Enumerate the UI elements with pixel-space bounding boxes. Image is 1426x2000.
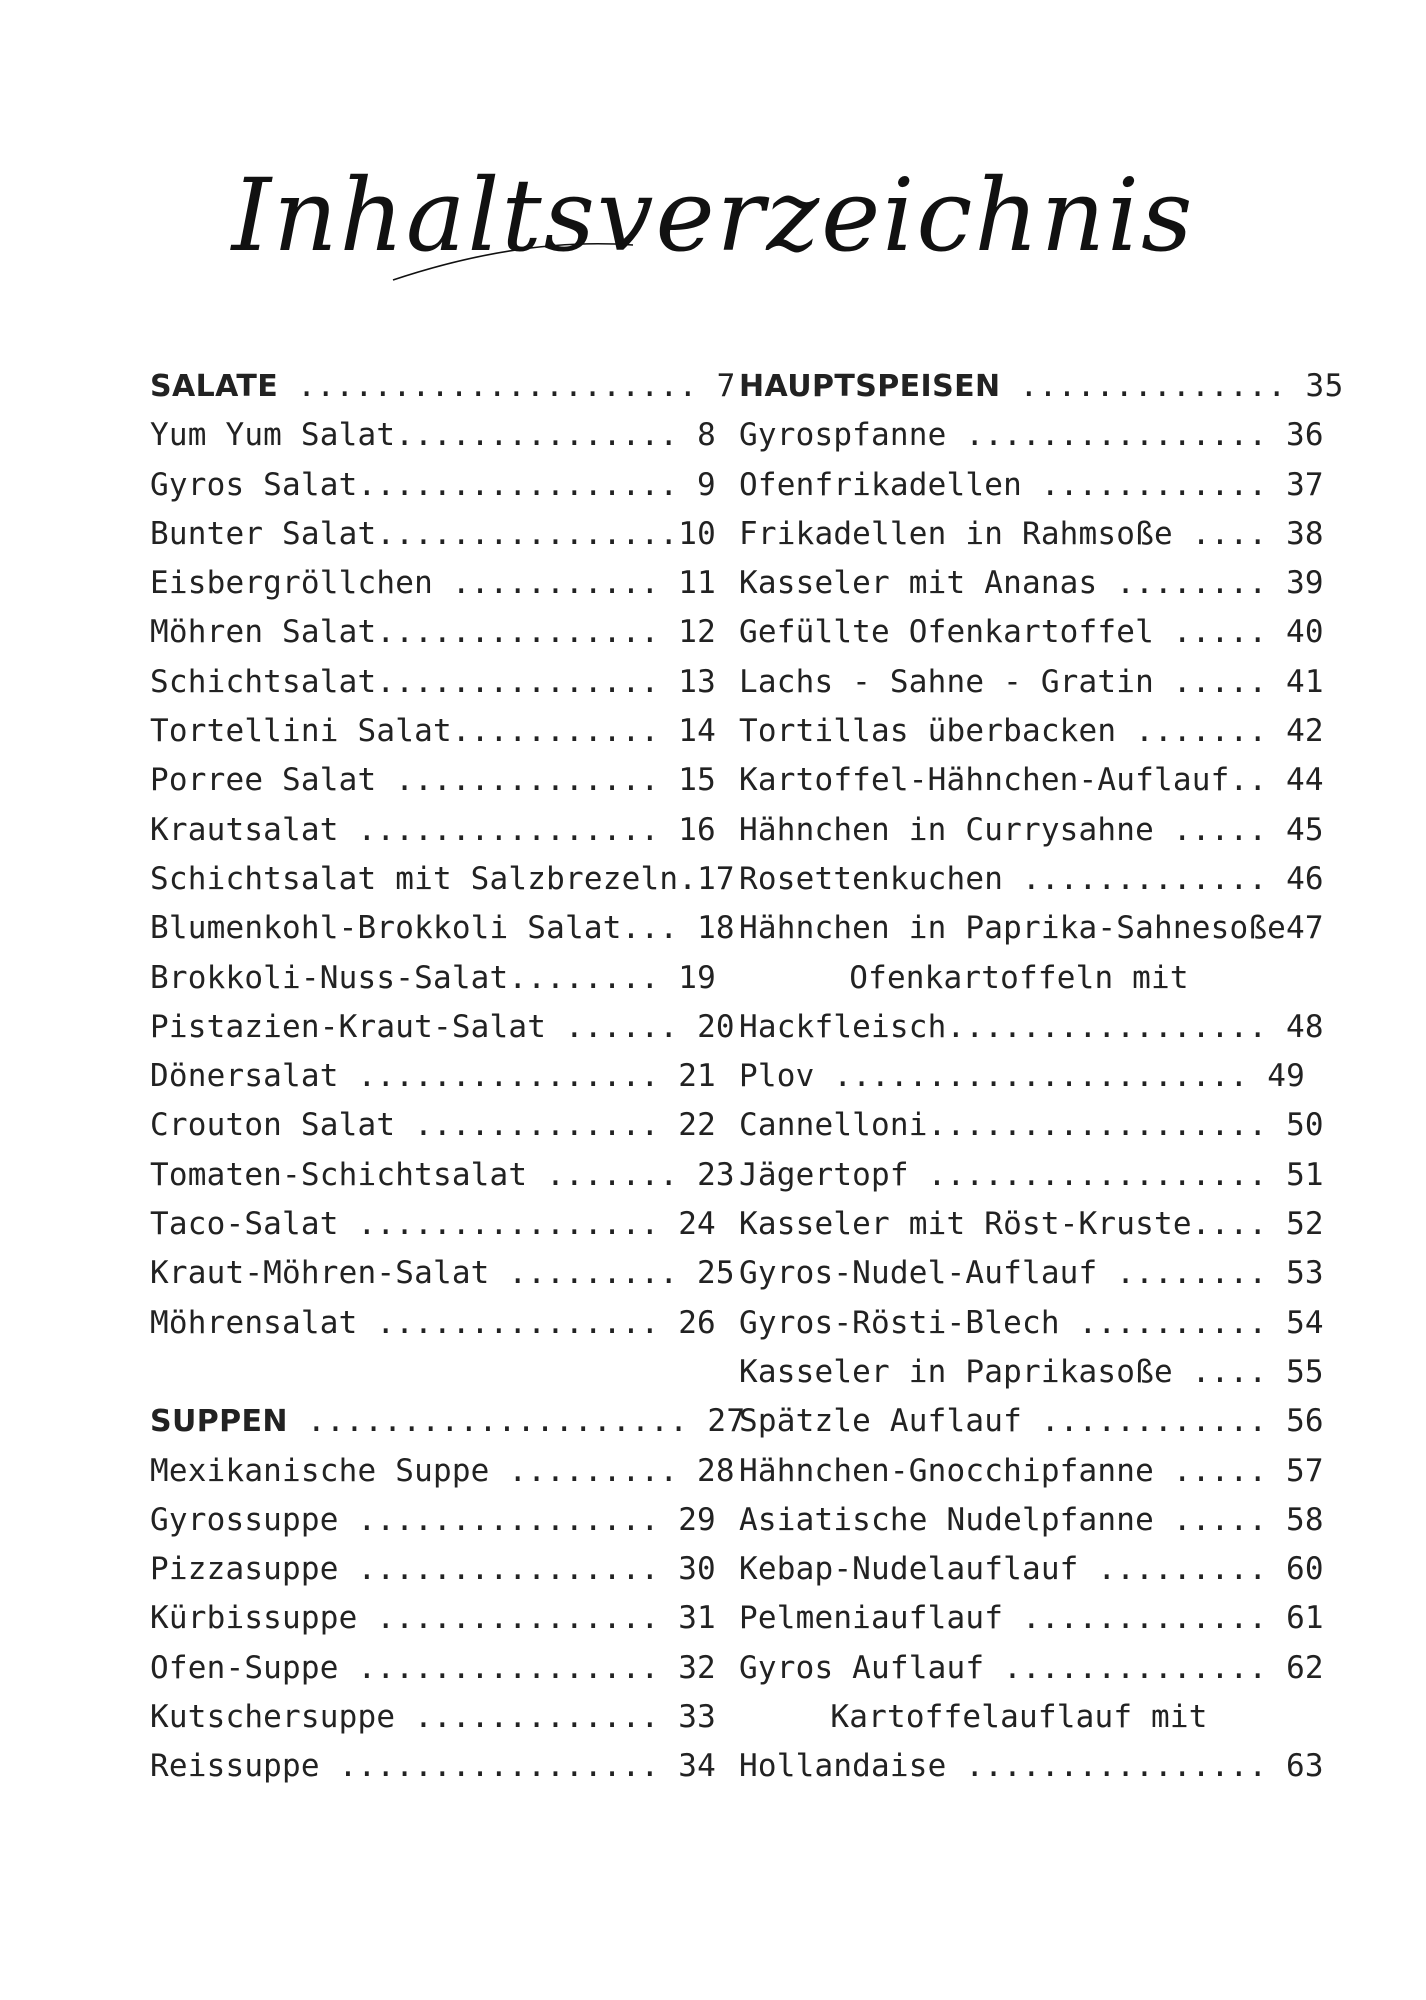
section-gap <box>150 1348 746 1397</box>
toc-entry[interactable] <box>150 855 746 904</box>
toc-entry[interactable] <box>739 904 1344 953</box>
toc-entry-label: Mexikanische Suppe <box>150 1452 490 1489</box>
toc-entry[interactable] <box>150 1200 746 1249</box>
toc-entry-page: 27 <box>707 1403 746 1440</box>
toc-entry-label: Porree Salat <box>150 762 377 799</box>
toc-entry-label: Dönersalat <box>150 1058 339 1095</box>
toc-entry-leader: .................. <box>927 1107 1287 1144</box>
toc-entry-page: 20 <box>697 1008 735 1045</box>
toc-entry-leader: .......... <box>1059 1304 1287 1341</box>
toc-entry-label: Kutschersuppe <box>150 1699 396 1736</box>
toc-entry-page: 42 <box>1286 713 1324 750</box>
title-script <box>231 130 1195 310</box>
toc-entry[interactable] <box>150 707 746 756</box>
toc-entry-page: 40 <box>1286 614 1324 651</box>
toc-entry[interactable] <box>739 1348 1344 1397</box>
toc-entry-page: 44 <box>1286 762 1324 799</box>
toc-entry-label: Kürbissuppe <box>150 1600 358 1637</box>
toc-entry-label: Möhrensalat <box>150 1304 358 1341</box>
toc-entry-label: Kasseler in Paprikasoße <box>739 1353 1173 1390</box>
toc-entry[interactable] <box>150 756 746 805</box>
toc-entry[interactable] <box>150 1742 746 1791</box>
toc-entry-leader: ................. <box>319 1748 679 1785</box>
toc-entry-page: 46 <box>1286 860 1324 897</box>
toc-entry-leader: .... <box>1191 1206 1287 1243</box>
toc-entry-page: 36 <box>1286 417 1324 454</box>
toc-entry-label: Yum Yum Salat <box>150 417 396 454</box>
toc-entry-label: Hollandaise <box>739 1748 947 1785</box>
toc-entry-label: Gefüllte Ofenkartoffel <box>739 614 1154 651</box>
toc-entry[interactable] <box>739 1545 1344 1594</box>
toc-entry[interactable] <box>150 411 746 460</box>
toc-entry-page: 31 <box>678 1600 716 1637</box>
toc-entry-label: Taco-Salat <box>150 1206 339 1243</box>
toc-entry-label: Bunter Salat <box>150 515 377 552</box>
toc-entry-page: 54 <box>1286 1304 1324 1341</box>
toc-entry-label: Blumenkohl-Brokkoli Salat <box>150 910 622 947</box>
toc-entry-leader: ........ <box>508 959 679 996</box>
toc-entry-page: 26 <box>678 1304 716 1341</box>
toc-entry[interactable] <box>150 461 746 510</box>
toc-entry-leader: ............... <box>376 663 679 700</box>
toc-entry-page: 38 <box>1286 515 1324 552</box>
toc-entry-page: 19 <box>678 959 716 996</box>
toc-entry-page: 23 <box>697 1156 735 1193</box>
toc-entry[interactable] <box>150 1052 746 1101</box>
toc-entry-label: Gyros Salat <box>150 466 358 503</box>
toc-entry-leader: ................ <box>946 417 1287 454</box>
toc-entry[interactable] <box>150 1151 746 1200</box>
toc-entry-leader: ............. <box>395 1107 679 1144</box>
toc-entry[interactable] <box>739 608 1344 657</box>
toc-entry-page: 51 <box>1286 1156 1324 1193</box>
toc-entry-page: 35 <box>1305 368 1344 404</box>
toc-entry-leader: .................... <box>287 1403 708 1440</box>
toc-entry[interactable] <box>150 806 746 855</box>
toc-entry-label: Gyrossuppe <box>150 1501 339 1538</box>
toc-entry-page: 10 <box>678 515 716 552</box>
toc-entry-leader: ....... <box>1116 713 1287 750</box>
toc-entry-label: Tortellini Salat <box>150 713 452 750</box>
toc-entry[interactable] <box>739 1151 1344 1200</box>
toc-entry[interactable] <box>739 1397 1344 1446</box>
toc-entry[interactable] <box>150 1101 746 1150</box>
toc-section-heading[interactable] <box>150 1397 746 1446</box>
toc-entry-leader: ............... <box>357 1304 679 1341</box>
toc-entry-label: Hähnchen in Paprika-Sahnesoße <box>739 910 1287 947</box>
toc-entry-leader: ................ <box>338 1649 679 1686</box>
toc-entry[interactable] <box>150 1594 746 1643</box>
toc-entry[interactable] <box>150 1693 746 1742</box>
toc-entry-label: Hähnchen-Gnocchipfanne <box>739 1452 1154 1489</box>
toc-entry-label: Kartoffelauflauf mit <box>830 1699 1208 1736</box>
toc-entry[interactable] <box>150 510 746 559</box>
toc-entry-label: Pelmeniauflauf <box>739 1600 1004 1637</box>
toc-entry-page: 56 <box>1286 1403 1324 1440</box>
toc-entry-page: 53 <box>1286 1255 1324 1292</box>
page-title <box>0 130 1426 310</box>
toc-entry-page: 18 <box>697 910 735 947</box>
toc-entry[interactable] <box>739 1447 1344 1496</box>
toc-entry-page: 32 <box>678 1649 716 1686</box>
toc-entry-label: Plov <box>739 1058 815 1095</box>
toc-entry-leader: ..... <box>1154 663 1287 700</box>
toc-entry-page: 12 <box>678 614 716 651</box>
toc-entry-label: Rosettenkuchen <box>739 860 1004 897</box>
toc-entry-leader: ............. <box>1003 860 1287 897</box>
toc-entry-label: Möhren Salat <box>150 614 377 651</box>
toc-entry[interactable] <box>150 1003 746 1052</box>
toc-entry-leader: ......... <box>489 1452 698 1489</box>
toc-entry-page: 25 <box>697 1255 735 1292</box>
toc-entry-label: Kraut-Möhren-Salat <box>150 1255 490 1292</box>
toc-entry-leader: ........ <box>1097 565 1287 602</box>
toc-entry-label: Gyros Auflauf <box>739 1649 985 1686</box>
toc-entry-page: 45 <box>1286 811 1324 848</box>
toc-entry-label: Ofen-Suppe <box>150 1649 339 1686</box>
toc-entry-page: 33 <box>678 1699 716 1736</box>
toc-entry[interactable] <box>150 1545 746 1594</box>
toc-entry[interactable] <box>739 461 1344 510</box>
toc-entry-page: 39 <box>1286 565 1324 602</box>
toc-entry-leader: ..... <box>1154 811 1287 848</box>
toc-section-heading[interactable] <box>739 362 1344 411</box>
toc-entry-leader: ................ <box>376 515 679 552</box>
toc-entry-page: 8 <box>697 417 716 454</box>
toc-entry-label: Lachs - Sahne - Gratin <box>739 663 1154 700</box>
toc-entry[interactable] <box>739 658 1344 707</box>
toc-entry-label: Frikadellen in Rahmsoße <box>739 515 1173 552</box>
toc-entry-label: Gyrospfanne <box>739 417 947 454</box>
toc-entry[interactable] <box>739 1594 1344 1643</box>
toc-entry[interactable] <box>150 954 746 1003</box>
toc-right-column <box>739 362 1344 1792</box>
toc-entry-label: Reissuppe <box>150 1748 320 1785</box>
toc-entry-leader: ......... <box>489 1255 698 1292</box>
toc-entry-leader: ... <box>621 910 698 947</box>
toc-entry-page: 62 <box>1286 1649 1324 1686</box>
toc-entry-leader: ............ <box>1021 1403 1287 1440</box>
toc-entry-leader: ..................... <box>278 368 717 404</box>
toc-entry-label: Ofenfrikadellen <box>739 466 1022 503</box>
toc-entry-label: Cannelloni <box>739 1107 928 1144</box>
toc-entry[interactable] <box>150 559 746 608</box>
toc-entry-label: Tomaten-Schichtsalat <box>150 1156 528 1193</box>
toc-entry[interactable] <box>739 510 1344 559</box>
toc-entry-leader: ................. <box>946 1008 1287 1045</box>
toc-entry-page: 55 <box>1286 1353 1324 1390</box>
toc-entry-leader: ................ <box>338 1551 679 1588</box>
toc-entry-label: HAUPTSPEISEN <box>739 369 1001 404</box>
toc-entry-leader: ............. <box>1003 1600 1287 1637</box>
toc-entry-leader: ............. <box>395 1699 679 1736</box>
toc-entry-page: 13 <box>678 663 716 700</box>
toc-entry-leader: ............... <box>376 614 679 651</box>
toc-entry-label: Gyros-Rösti-Blech <box>739 1304 1060 1341</box>
toc-entry[interactable] <box>739 1496 1344 1545</box>
toc-entry[interactable] <box>150 1299 746 1348</box>
toc-entry-label: Jägertopf <box>739 1156 909 1193</box>
toc-entry-leader: ...... <box>546 1008 698 1045</box>
toc-entry-page: 16 <box>678 811 716 848</box>
toc-entry-label: Hackfleisch <box>739 1008 947 1045</box>
toc-entry[interactable] <box>739 707 1344 756</box>
toc-entry-leader: . <box>678 860 698 897</box>
toc-entry[interactable] <box>739 1052 1344 1101</box>
toc-entry[interactable] <box>739 1299 1344 1348</box>
toc-entry-page: 28 <box>697 1452 735 1489</box>
toc-entry-label: Pizzasuppe <box>150 1551 339 1588</box>
toc-entry-label: Tortillas überbacken <box>739 713 1117 750</box>
toc-entry-label: SALATE <box>150 369 279 404</box>
toc-entry[interactable] <box>150 904 746 953</box>
toc-entry-label: Krautsalat <box>150 811 339 848</box>
toc-entry-leader: ................. <box>357 466 698 503</box>
toc-entry[interactable] <box>739 1003 1344 1052</box>
toc-entry-page: 22 <box>678 1107 716 1144</box>
toc-left-column <box>150 362 746 1792</box>
toc-entry-leader: .. <box>1229 762 1287 799</box>
toc-entry-leader: ................ <box>338 1501 679 1538</box>
toc-entry-leader: ............... <box>357 1600 679 1637</box>
toc-entry[interactable] <box>150 1249 746 1298</box>
toc-entry-leader: .............. <box>376 762 679 799</box>
toc-entry-page: 48 <box>1286 1008 1324 1045</box>
toc-entry[interactable] <box>739 1200 1344 1249</box>
toc-entry-leader: ................ <box>338 811 679 848</box>
toc-entry-page: 58 <box>1286 1501 1324 1538</box>
toc-entry[interactable] <box>150 658 746 707</box>
toc-entry[interactable] <box>739 1249 1344 1298</box>
toc-entry-page: 57 <box>1286 1452 1324 1489</box>
toc-entry-page: 15 <box>678 762 716 799</box>
toc-entry-label: Spätzle Auflauf <box>739 1403 1022 1440</box>
toc-entry[interactable] <box>739 411 1344 460</box>
toc-entry-page: 63 <box>1286 1748 1324 1785</box>
toc-entry-leader: ................ <box>946 1748 1287 1785</box>
toc-entry-page: 47 <box>1286 910 1324 947</box>
toc-entry[interactable] <box>150 608 746 657</box>
toc-entry[interactable] <box>739 1742 1344 1791</box>
toc-entry-leader: .............. <box>1000 368 1306 404</box>
toc-entry-leader: ....... <box>527 1156 698 1193</box>
toc-entry[interactable] <box>739 1693 1299 1742</box>
toc-entry-leader: ............ <box>1021 466 1287 503</box>
toc-entry-page: 50 <box>1286 1107 1324 1144</box>
toc-entry-leader: ...................... <box>814 1058 1268 1095</box>
toc-entry-page: 14 <box>678 713 716 750</box>
toc-entry-label: Ofenkartoffeln mit <box>849 959 1189 996</box>
toc-entry-label: Kebap-Nudelauflauf <box>739 1551 1079 1588</box>
toc-entry-label: Schichtsalat mit Salzbrezeln <box>150 860 679 897</box>
toc-entry-page: 21 <box>678 1058 716 1095</box>
title-text: Inhaltsverzeichnis <box>231 157 1195 274</box>
toc-entry-leader: ........ <box>1097 1255 1287 1292</box>
toc-entry[interactable] <box>739 806 1344 855</box>
toc-entry-label: Kartoffel-Hähnchen-Auflauf <box>739 762 1230 799</box>
toc-entry[interactable] <box>739 855 1344 904</box>
toc-entry-label: Brokkoli-Nuss-Salat <box>150 959 509 996</box>
toc-entry-label: Kasseler mit Röst-Kruste <box>739 1206 1192 1243</box>
toc-entry-page: 30 <box>678 1551 716 1588</box>
toc-entry-label: Hähnchen in Currysahne <box>739 811 1154 848</box>
toc-entry-leader: ..... <box>1154 1501 1287 1538</box>
toc-entry-leader: ......... <box>1078 1551 1287 1588</box>
toc-entry-page: 29 <box>678 1501 716 1538</box>
toc-entry-label: Kasseler mit Ananas <box>739 565 1098 602</box>
toc-entry-page: 11 <box>678 565 716 602</box>
toc-entry-label: Crouton Salat <box>150 1107 396 1144</box>
toc-entry-page: 49 <box>1267 1058 1305 1095</box>
toc-entry[interactable] <box>150 1644 746 1693</box>
toc-entry-leader: ................ <box>338 1058 679 1095</box>
toc-entry-label: Asiatische Nudelpfanne <box>739 1501 1154 1538</box>
toc-entry-leader: .............. <box>984 1649 1287 1686</box>
toc-section-heading[interactable] <box>150 362 746 411</box>
toc-entry-page: 34 <box>678 1748 716 1785</box>
toc-entry[interactable] <box>739 1101 1344 1150</box>
toc-entry-page: 17 <box>697 860 735 897</box>
toc-entry-leader: .................. <box>908 1156 1287 1193</box>
toc-entry[interactable] <box>150 1496 746 1545</box>
toc-entry-leader: .... <box>1172 515 1287 552</box>
toc-entry-label: Schichtsalat <box>150 663 377 700</box>
toc-entry[interactable] <box>739 954 1299 1003</box>
toc-entry[interactable] <box>739 756 1344 805</box>
toc-entry-page: 52 <box>1286 1206 1324 1243</box>
toc-entry-leader: ........... <box>451 713 679 750</box>
toc-entry-leader: ........... <box>432 565 679 602</box>
toc-entry-label: SUPPEN <box>150 1404 288 1440</box>
toc-entry-page: 60 <box>1286 1551 1324 1588</box>
toc-entry-leader: .... <box>1172 1353 1287 1390</box>
toc-entry[interactable] <box>739 559 1344 608</box>
toc-entry-page: 9 <box>697 466 716 503</box>
toc-entry-leader: ..... <box>1154 614 1287 651</box>
toc-entry[interactable] <box>739 1644 1344 1693</box>
toc-entry-page: 41 <box>1286 663 1324 700</box>
toc-entry[interactable] <box>150 1447 746 1496</box>
toc-entry-leader: ............... <box>395 417 698 454</box>
toc-entry-page: 7 <box>716 368 736 404</box>
toc-entry-label: Gyros-Nudel-Auflauf <box>739 1255 1098 1292</box>
toc-entry-page: 61 <box>1286 1600 1324 1637</box>
toc-entry-label: Eisbergröllchen <box>150 565 433 602</box>
toc-entry-page: 24 <box>678 1206 716 1243</box>
toc-entry-leader: ..... <box>1154 1452 1287 1489</box>
toc-entry-leader: ................ <box>338 1206 679 1243</box>
toc-entry-page: 37 <box>1286 466 1324 503</box>
toc-entry-label: Pistazien-Kraut-Salat <box>150 1008 547 1045</box>
